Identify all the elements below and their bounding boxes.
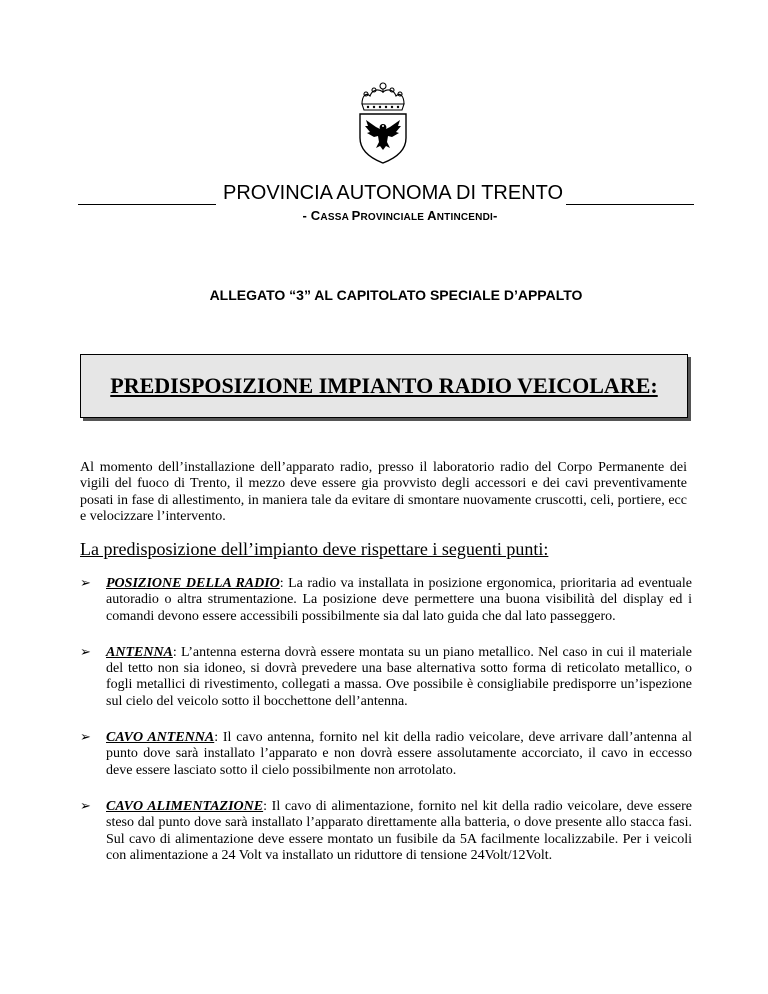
item-text: : Il cavo antenna, fornito nel kit della radio veicolare, deve arrivare dall’antenna al punto dove sarà installato l’apparato e non dovrà essere assolutamente accorciato, il cavo in eccesso deve essere lasciato sotto il cielo possibilmente non arrotolato. [106,730,692,778]
list-item [80,799,692,864]
item-text: : Il cavo di alimentazione, fornito nel kit della radio veicolare, deve essere steso dal punto dove sarà installato l’apparato direttamente alla batteria, o dove presente allo stacca fasi. Sul cavo di alimentazione deve essere montato un fusibile da 5A facilmente localizzabile. Per i veicoli con alimentazione a 24 Volt va installato un riduttore di tensione 24Volt/12Volt. [106,798,692,863]
list-item [80,730,692,779]
requirements-list [80,576,692,884]
subtitle-prefix: - C [302,208,321,223]
item-text: : L’antenna esterna dovrà essere montata su un piano metallico. Nel caso in cui il materiale del tetto non sia idoneo, si dovrà prevedere una base alternativa sotto forma di reticolato metallico, o fogli metallici di rivestimento, collegati a massa. Ove possibile è consigliabile predisporre un’ispezione sul cielo del veicolo sotto il bocchettone dell’antenna. [106,644,692,709]
coat-of-arms-icon [352,80,414,164]
header-subtitle [0,208,768,223]
item-term: ANTENNA [106,644,173,660]
item-text: : La radio va installata in posizione ergonomica, prioritaria ad eventuale autoradio o altra strumentazione. La posizione deve permettere una buona visibilità del display ed i comandi devono essere accessibili possibilmente sia dal lato guida che dal lato passeggero. [106,576,693,624]
intro-paragraph: Al momento dell’installazione dell’apparato radio, presso il laboratorio radio del Corpo Permanente dei vigili del fuoco di Trento, il mezzo deve essere gia provvisto degli accessori e dei cavi preventivamente posati in fase di allestimento, in maniera tale da evitare di smontare nuovamente cruscotti, celi, portiere, ecc e velocizzare l’intervento. [80,460,687,524]
subtitle-word2-initial: P [351,208,361,223]
header-underline-left [78,185,216,205]
section-heading: La predisposizione dell’impianto deve rispettare i seguenti punti: [80,539,549,559]
item-term: CAVO ANTENNA [106,730,215,746]
attachment-heading: ALLEGATO “3” AL CAPITOLATO SPECIALE D’APPALTO [209,287,583,303]
subtitle-word2: ROVINCIALE [360,212,428,223]
arrow-bullet-icon: ➢ [80,644,91,660]
list-item [80,645,692,710]
header-underline-right [566,185,694,205]
document-title-box [80,354,688,418]
arrow-bullet-icon: ➢ [80,576,91,591]
arrow-bullet-icon: ➢ [80,730,91,746]
subtitle-word3: NTINCENDI [436,212,493,223]
subtitle-word3-initial: A [427,208,437,223]
header-title: PROVINCIA AUTONOMA DI TRENTO [223,182,564,204]
item-term: POSIZIONE DELLA RADIO [106,576,280,591]
list-item [80,576,692,625]
arrow-bullet-icon: ➢ [80,798,91,814]
subtitle-suffix: - [492,208,498,223]
subtitle-word1: ASSA [320,212,352,223]
item-term: CAVO ALIMENTAZIONE [106,798,264,814]
document-title: PREDISPOSIZIONE IMPIANTO RADIO VEICOLARE: [110,373,658,398]
